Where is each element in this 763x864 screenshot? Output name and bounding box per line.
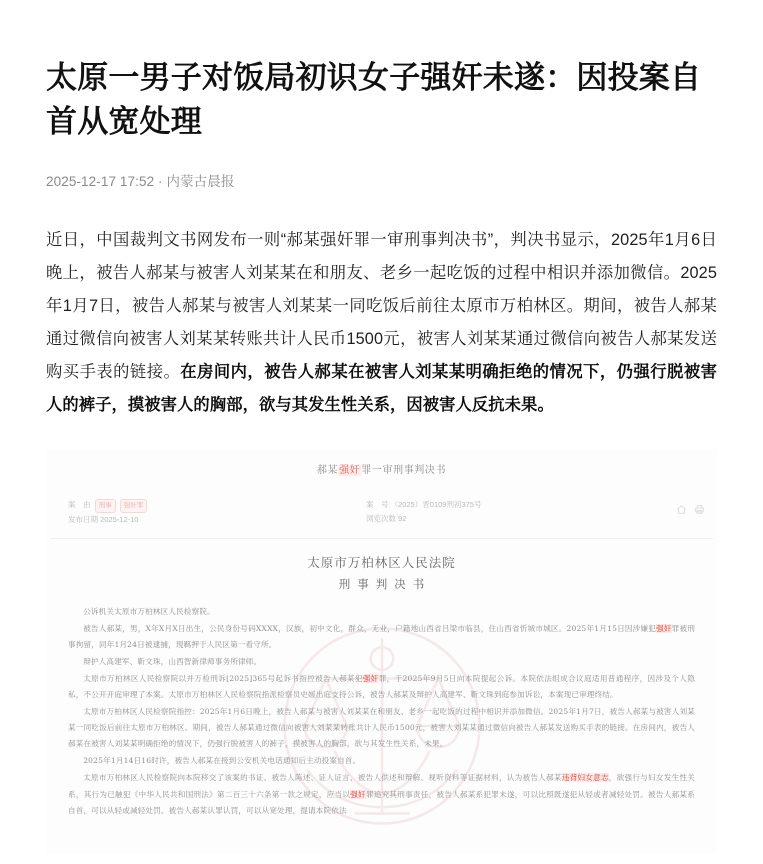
document-title-highlight: 强奸 [339,464,361,476]
document-meta-mid [366,498,481,527]
paragraph-bold-text: 在房间内，被告人郝某在被害人刘某某明确拒绝的情况下，仍强行脱被害人的裤子，摸被害人的胸部，欲与其发生性关系，因被害人反抗未果。 [46,363,717,415]
document-title-prefix: 郝某 [316,464,339,476]
judgment-document-screenshot[interactable] [46,449,717,853]
document-paragraph: 太原市万柏林区人民检察院向本院移交了该案的书证、被告人陈述、证人证言、被告人供述和辩解、视听资料等证据材料，认为被告人郝某违背妇女意志，欲强行与妇女发生性关系，其行为已触犯《中华人民共和国刑法》第二百三十六条第一款之规定，应当以强奸罪追究其刑事责任，被告人郝某系犯罪未遂，可以比照既遂犯从轻或者减轻处罚。被告人郝某系自首，可以从轻或减轻处罚。被告人郝某认罪认罚，可以从宽处理，提请本院依法 [68,773,695,815]
document-page-title [46,449,717,476]
document-divider [50,538,713,539]
case-number-label: 案 号 [366,499,389,509]
document-meta-left [68,498,147,528]
document-meta-bar [46,492,717,538]
document-paragraph: 太原市万柏林区人民检察院指控：2025年1月6日晚上，被告人郝某与被害人刘某某在和朋友、老乡一起吃饭的过程中相识并添加微信。2025年1月7日，被告人郝某与被害人刘某某一同吃饭后前往太原市万柏林区。期间，被告人郝某通过微信向被害人刘某某转账共计人民币1500元，被害人刘某某通过微信向被告人郝某发送购买手表的链接。在房间内，被告人郝某在被害人刘某某明确拒绝的情况下，仍强行脱被害人的裤子，摸被害人的胸部，欲与其发生性关系，未果。 [68,707,695,749]
view-count-label: 浏览次数 [366,513,396,523]
print-icon[interactable] [694,504,705,515]
home-icon[interactable] [676,504,687,515]
document-paragraph: 被告人郝某，男，X年X月X日出生，公民身份号码XXXX，汉族，初中文化，群众，无业，户籍地山西省吕梁市临县，住山西省忻城市城区。2025年1月15日因涉嫌犯强奸罪被刑事拘留，同年1月24日被逮捕，现羁押于人民区第一看守所。 [68,623,695,649]
document-paragraph: 太原市万柏林区人民检察院以并万检刑诉[2025]365号起诉书指控被告人郝某犯强奸罪，于2025年9月5日向本院提起公诉。本院依法组成合议庭适用普通程序，因涉及个人隐私，不公开开庭审理了本案。太原市万柏林区人民检察院指派检察员史媛出庭支持公诉，被告人郝某及辩护人高建军、靳文珠到庭参加诉讼，本案现已审理终结。 [68,673,695,699]
document-heading [46,553,717,592]
court-name: 太原市万柏林区人民法院 [307,554,456,570]
document-body-text [68,604,695,819]
publish-date-value: 2025-12-10 [100,514,139,524]
article-paragraph [46,224,717,422]
article-header [0,0,763,190]
document-paragraph: 公诉机关太原市万柏林区人民检察院。 [83,606,215,616]
page-title: 太原一男子对饭局初识女子强奸未遂：因投案自首从宽处理 [46,60,702,140]
publish-date-label: 发布日期 [68,514,98,524]
document-title-suffix: 罪一审刑事判决书 [361,464,447,476]
article-byline: 2025-12-17 17:52 · 内蒙古晨报 [46,174,235,190]
case-number-value: （2025）晋0109刑初375号 [390,499,482,509]
case-cause-badge-rape: 强奸罪 [120,499,148,513]
document-paragraph: 辩护人高建军、靳文珠，山西智新律师事务所律师。 [83,656,262,666]
document-kind: 刑事判决书 [338,576,432,591]
document-paragraph: 2025年1月14日16时许，被告人郝某在接到公安机关电话通知后主动投案自首。 [83,756,361,766]
paragraph-normal-text: 近日，中国裁判文书网发布一则“郝某强奸罪一审刑事判决书”，判决书显示，2025年1月6日晚上，被告人郝某与被害人刘某某在和朋友、老乡一起吃饭的过程中相识并添加微信。2025年1月7日，被告人郝某与被害人刘某某一同吃饭后前往太原市万柏林区。期间，被告人郝某通过微信向被害人刘某某转账共计人民币1500元，被害人刘某某通过微信向被告人郝某发送购买手表的链接。 [46,231,717,382]
case-cause-label: 案 由 [68,499,91,509]
view-count-value: 92 [398,513,407,523]
article-body [0,224,763,422]
embedded-document-figure [0,449,763,853]
case-cause-badge-criminal: 刑事 [95,499,116,513]
document-toolbar-icons [676,504,705,515]
